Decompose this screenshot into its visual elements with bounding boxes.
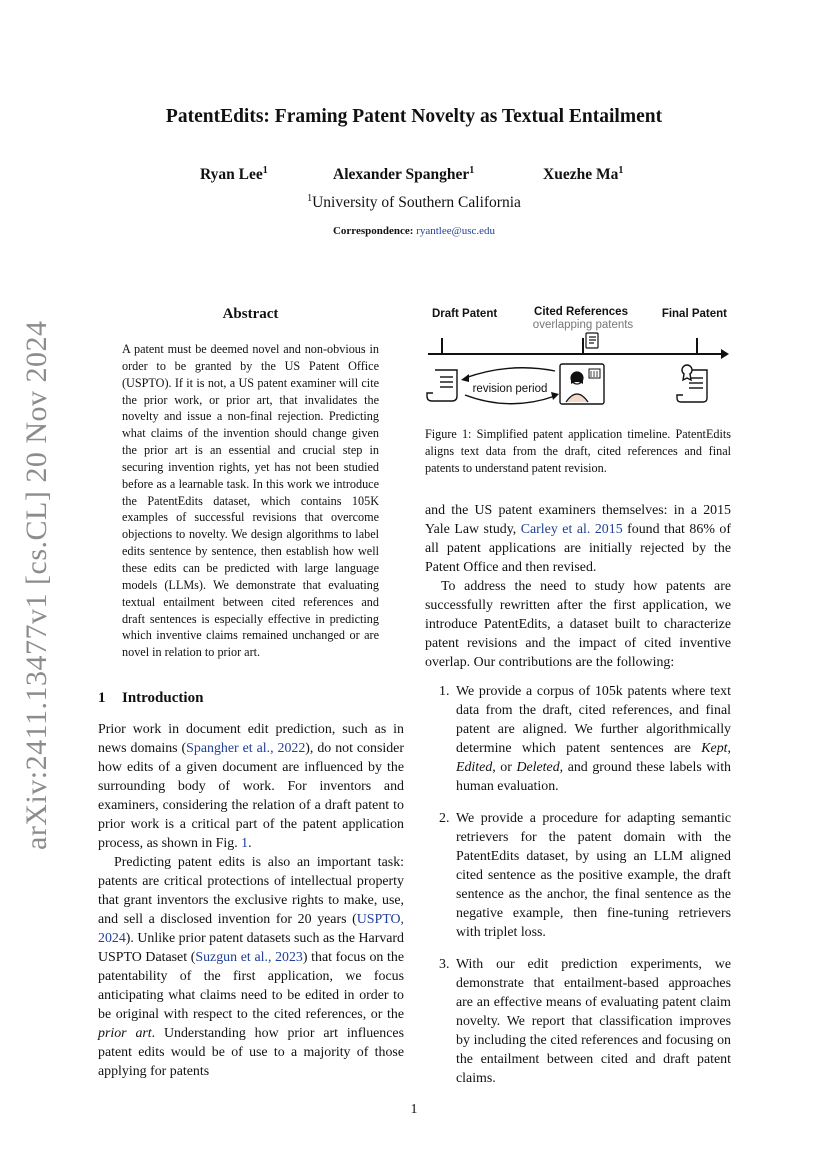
author-3: Xuezhe Ma$^1$ [543,165,624,184]
citation-link[interactable]: USPTO, 2024 [98,912,404,946]
section-heading-introduction: 1 Introduction [98,690,204,706]
paper-title: PatentEdits: Framing Patent Novelty as Textual Entailment [165,106,663,127]
correspondence [0,225,828,237]
right-paragraph-1: and the US patent examiners themselves: in a 2015 Yale Law study, Carley et al. 2015 found that 86% of all patent applications are initially rejected by the Patent Office and then revised. [425,503,731,575]
page-number: 1 [410,1102,418,1117]
affiliation: $^1$University of Southern California [307,193,521,212]
author-1: Ryan Lee$^1$ [200,165,268,184]
patent-timeline-figure [425,300,731,420]
contributions-list [425,682,731,1101]
citation-link[interactable]: Suzgun et al., 2023 [195,950,303,965]
figure-caption: Figure 1: Simplified patent application timeline. PatentEdits aligns text data from the draft, cited references and final patents to understand patent revision. [425,427,731,475]
citation-link[interactable]: Carley et al. 2015 [520,522,623,537]
figure-label-cited-sub: overlapping patents [532,319,634,331]
abstract-heading: Abstract [222,306,279,322]
right-paragraph-2: To address the need to study how patents are successfully rewritten after the first application, we introduce PatentEdits, a dataset built to characterize patent revisions and the impact of cited inventive overlap. Our contributions are the following: [425,579,731,670]
timeline-axis [428,338,729,359]
final-certificate-icon [677,365,707,402]
arxiv-identifier: arXiv:2411.13477v1 [cs.CL] 20 Nov 2024 [20,320,53,850]
intro-paragraph-1: Prior work in document edit prediction, such as in news domains (Spangher et al., 2022), do not consider how edits of a given document are influenced by the surrounding body of work. For inventors and examiners, considering the relation of a draft patent to prior work is a critical part of the patent application process, as shown in Fig. 1. [98,722,404,851]
list-item: 1. We provide a corpus of 105k patents where text data from the draft, cited references, and final patent are aligned. We further algorithmically determine which patent sentences are Kept, Edited, or Deleted, and ground these labels with human evaluation. [439,684,731,794]
cited-document-icon [586,333,598,348]
figure-label-final: Final Patent [661,308,727,320]
figure-label-revision: revision period [472,383,548,395]
correspondence-label: Correspondence: [332,225,414,237]
citation-link[interactable]: Spangher et al., 2022 [186,741,306,756]
figure-label-cited: Cited References [534,306,628,318]
list-item: 2. We provide a procedure for adapting semantic retrievers for the patent domain with the PatentEdits dataset, by using an LLM aligned cited sentence as the positive example, the draft sentence as the anchor, the final sentence as the negative example, then fine-tuning retrievers with triplet loss. [439,811,731,940]
intro-paragraph-2: Predicting patent edits is also an important task: patents are critical protections of intellectual property that grant inventors the exclusive rights to make, use, and sell a disclosed invention for 20 years (USPTO, 2024). Unlike prior patent datasets such as the Harvard USPTO Dataset (Suzgun et al., 2023) that focus on the patentability of the first application, we focus anticipating what claims need to be edited in order to be original with respect to the cited references, or the prior art. Understanding how prior art influences patent edits would be of use to a majority of those applying for patents [98,855,404,1079]
abstract-text: A patent must be deemed novel and non-obvious in order to be granted by the US Patent Office (USPTO). If it is not, a US patent examiner will cite the prior work, or prior art, that invalidates the novelty and issue a non-final rejection. Predicting what claims of the invention should change given the prior art is an essential and crucial step in securing invention rights, yet has not been studied before as a learnable task. In this work we introduce the PatentEdits dataset, which contains 105K examples of successful revisions that overcome objections to novelty. We design algorithms to label edits sentence by sentence, then establish how well these edits can be predicted with large language models (LLMs). We demonstrate that evaluating textual entailment between cited references and draft sentences is especially effective in predicting which inventive claims remained unchanged or are novel in relation to prior art. [122,342,379,660]
list-item: 3. With our edit prediction experiments, we demonstrate that entailment-based approaches are an effective means of evaluating patent claim novelty. We report that classification improves by including the cited references and focusing on the entailment between cited and draft patent claims. [439,957,731,1086]
examiner-icon [560,364,604,404]
figure-label-draft: Draft Patent [432,308,498,320]
left-column-body [98,720,404,1081]
right-column-body [425,501,731,672]
draft-scroll-icon [427,370,457,401]
author-2: Alexander Spangher$^1$ [333,165,475,184]
figure-ref-link[interactable]: 1 [241,836,249,851]
email-link[interactable]: ryantlee@usc.edu [416,225,496,237]
